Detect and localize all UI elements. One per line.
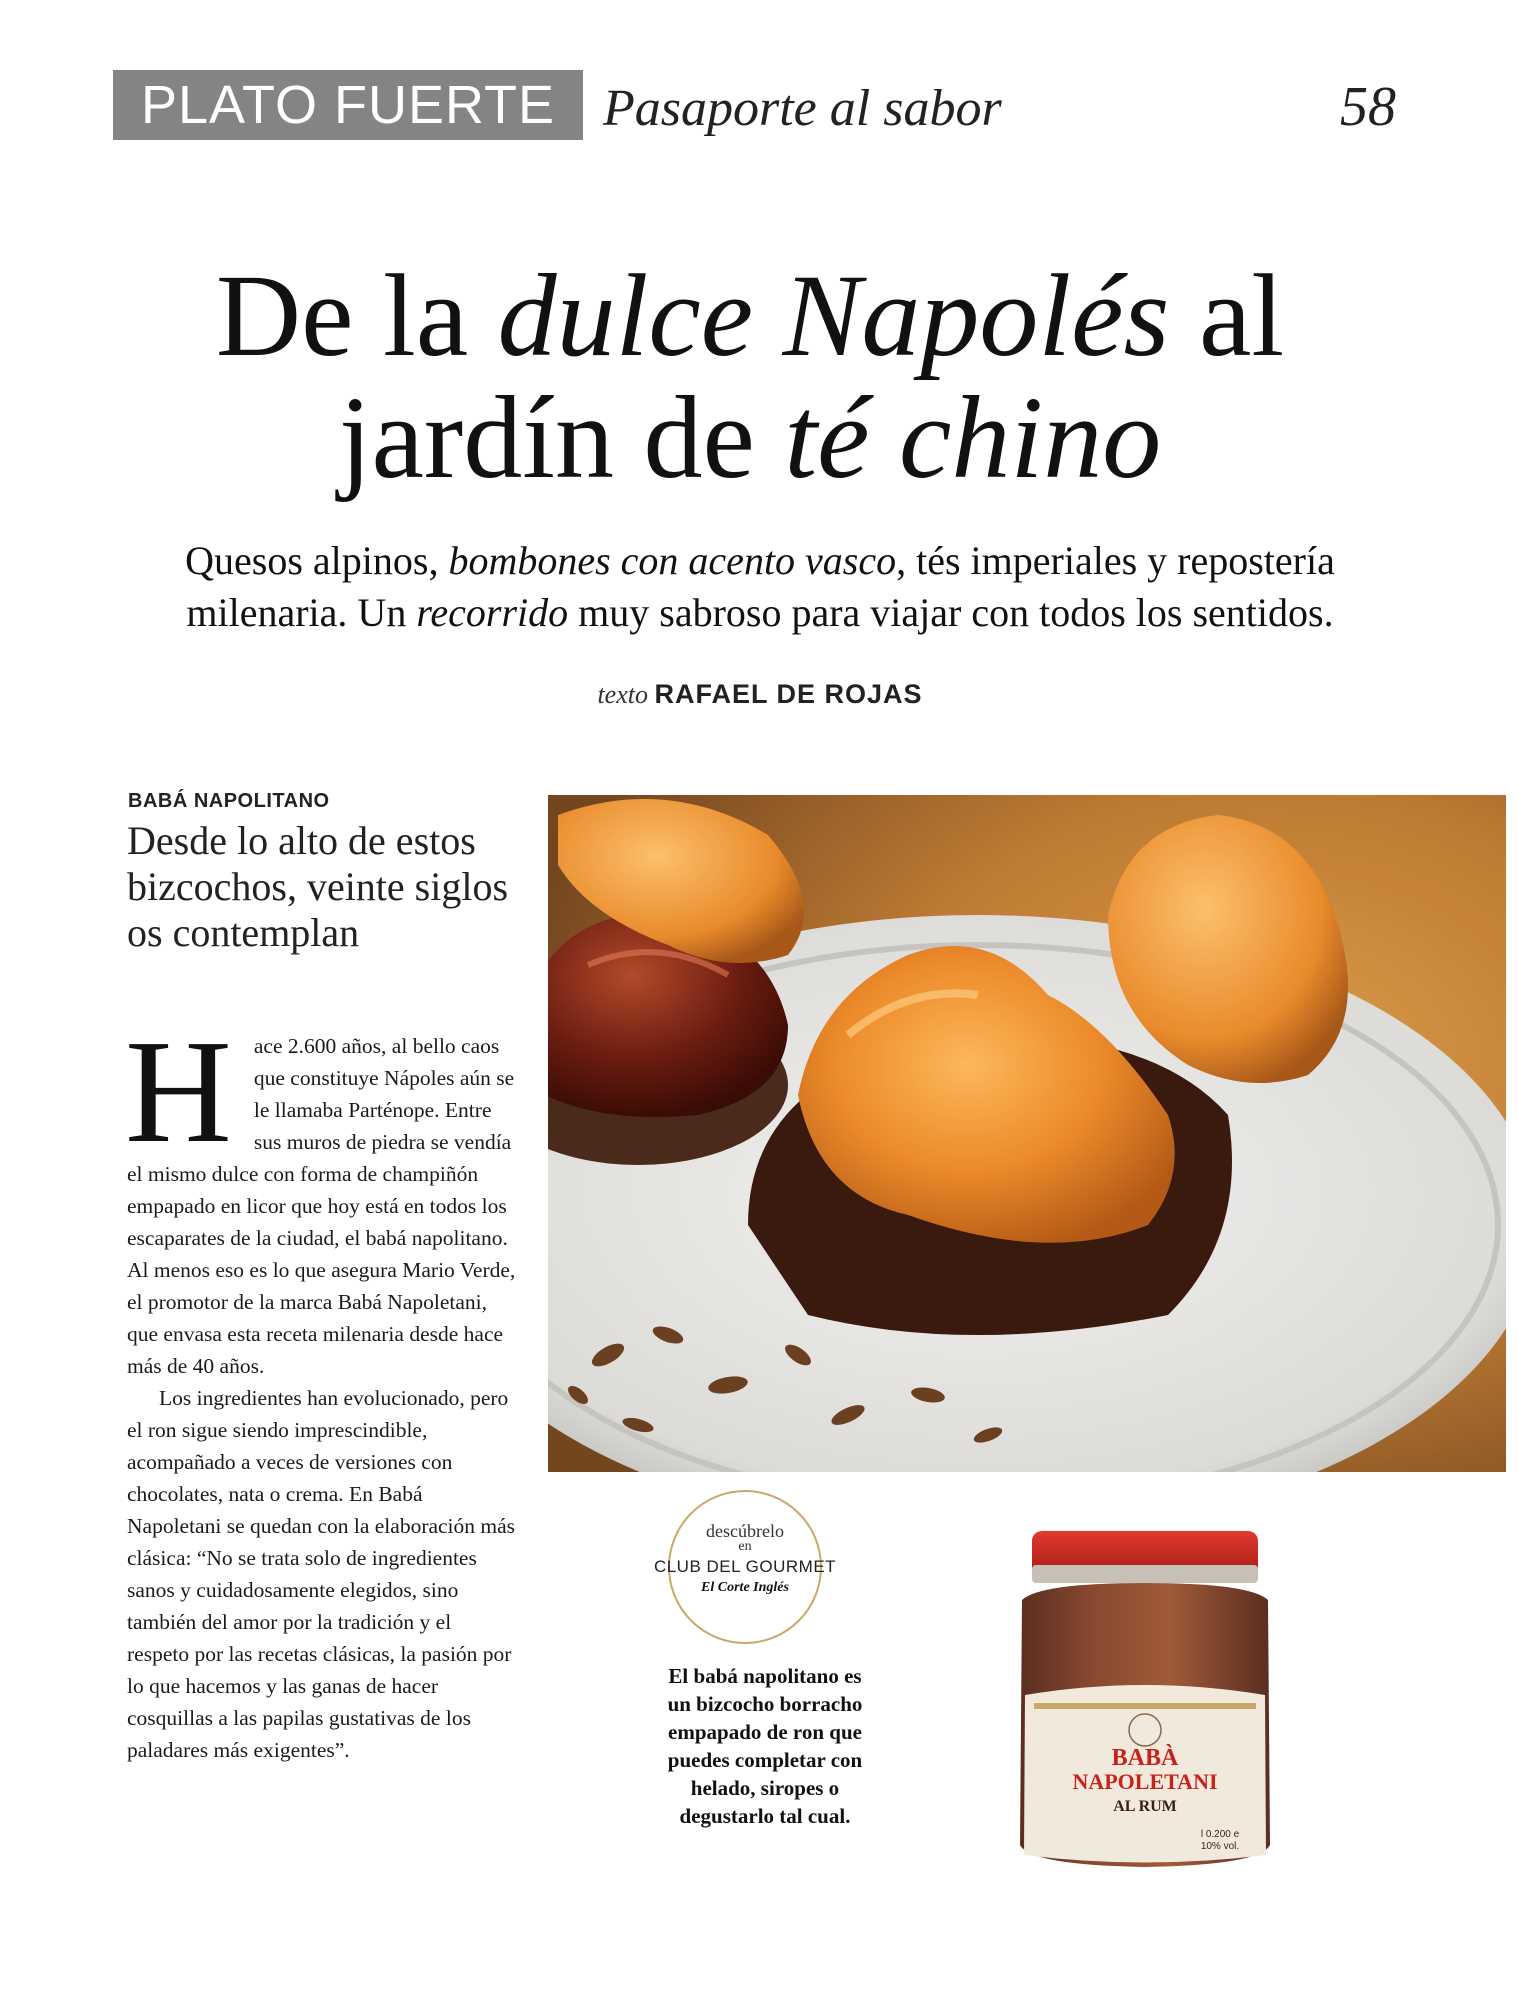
headline-part: De la: [215, 250, 498, 381]
headline-italic: té chino: [784, 372, 1162, 503]
standfirst-part: Quesos alpinos,: [185, 538, 449, 583]
article-kicker: BABÁ NAPOLITANO: [128, 790, 330, 812]
headline-part: al: [1169, 250, 1285, 381]
standfirst-italic: recorrido: [416, 590, 569, 635]
byline-label: texto: [597, 680, 648, 709]
paragraph-text: ace 2.600 años, al bello caos que constituye Nápoles aún se le llamaba Parténope. Entre sus muros de piedra se vendía el mismo dulce con forma de champiñón empapado en licor que hoy está en todos los escaparates de la ciudad, el babá napolitano. Al menos eso es lo que asegura Mario Verde, el promotor de la marca Babá Napoletani, que envasa esta receta milenaria desde hace más de 40 años.: [127, 1034, 516, 1378]
baba-jar-photo: [1000, 1525, 1290, 1870]
jar-variant: AL RUM: [1113, 1798, 1177, 1815]
el-corte-ingles-logo: El Corte Inglés: [701, 1580, 789, 1595]
standfirst-part: milenaria. Un: [186, 590, 417, 635]
standfirst-part: muy sabroso para viajar con todos los sentidos.: [568, 590, 1334, 635]
club-del-gourmet-badge: [653, 1490, 837, 1644]
drop-cap: H: [125, 1010, 232, 1174]
body-paragraph: Los ingredientes han evolucionado, pero el ron sigue siendo imprescindible, acompañado a veces de versiones con chocolates, nata o crema. En Babá Napoletani se quedan con la elaboración más clásica: “No se trata solo de ingredientes sanos y cuidadosamente elegidos, sino también del amor por la tradición y el respeto por las recetas clásicas, la pasión por lo que hacemos y las ganas de hacer cosquillas a las papilas gustativas de los paladares más exigentes”.: [127, 1386, 516, 1762]
jar-abv: 10% vol.: [1200, 1841, 1240, 1852]
jar-volume: l 0.200 e: [1200, 1829, 1240, 1840]
standfirst-part: , tés imperiales y repostería: [896, 538, 1335, 583]
byline: [110, 676, 1410, 713]
jar-brand-1: BABÀ: [1111, 1745, 1179, 1771]
standfirst: [110, 535, 1410, 639]
byline-author: RAFAEL DE ROJAS: [654, 679, 923, 709]
headline-part: jardín de: [338, 372, 785, 503]
badge-title: CLUB DEL GOURMET: [653, 1557, 837, 1576]
jar-brand-2: NAPOLETANI: [1072, 1769, 1218, 1794]
section-tag: PLATO FUERTE: [113, 70, 583, 140]
body-paragraph: [125, 1010, 517, 1382]
article-body: [125, 1010, 517, 1766]
section-subtitle: Pasaporte al sabor: [603, 80, 1002, 137]
headline-italic: dulce Napolés: [497, 250, 1170, 381]
badge-line: en: [738, 1539, 752, 1554]
article-heading: Desde lo alto de estos bizcochos, veinte siglos os contemplan: [127, 818, 509, 955]
headline: [100, 250, 1400, 503]
product-caption: El babá napolitano es un bizcocho borracho empapado de ron que puedes completar con helado, siropes o degustarlo tal cual.: [667, 1664, 863, 1828]
page-number: 58: [1340, 76, 1396, 138]
baba-photo: [548, 795, 1506, 1472]
badge-line: descúbrelo: [706, 1521, 784, 1541]
standfirst-italic: bombones con acento vasco: [448, 538, 897, 583]
